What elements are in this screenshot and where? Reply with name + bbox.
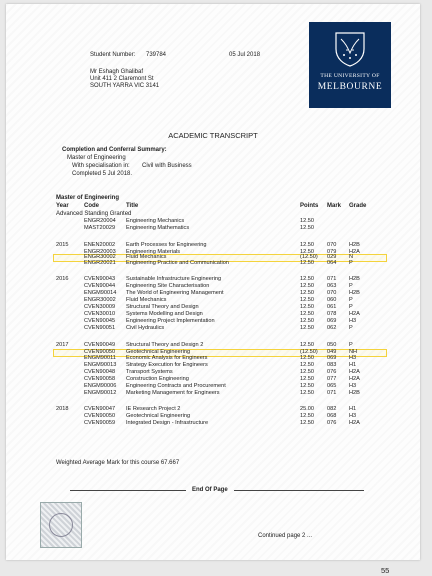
cell-code: ENGR20004 <box>84 218 116 224</box>
transcript-date: 05 Jul 2018 <box>229 52 261 58</box>
cell-points: 12.50 <box>300 276 314 282</box>
cell-title: Engineering Project Implementation <box>126 318 215 324</box>
cell-title: Earth Processes for Engineering <box>126 242 207 248</box>
cell-title: Engineering Materials <box>126 249 181 255</box>
cell-title: Geotechnical Engineering <box>126 413 191 419</box>
cell-mark: 062 <box>327 325 337 331</box>
cell-grade: H3 <box>349 355 357 361</box>
cell-mark: 060 <box>327 297 337 303</box>
cell-mark: 079 <box>327 249 337 255</box>
cell-mark: 083 <box>327 362 337 368</box>
cell-mark: 078 <box>327 311 337 317</box>
cell-points: 12.50 <box>300 325 314 331</box>
cell-grade: H2B <box>349 242 360 248</box>
cell-title: Fluid Mechanics <box>126 297 167 303</box>
divider-right <box>234 490 364 491</box>
cell-mark: 076 <box>327 369 337 375</box>
cell-grade: H3 <box>349 383 357 389</box>
summary-heading: Completion and Conferral Summary: <box>62 147 167 153</box>
continued-text: Continued page 2 ... <box>258 533 313 539</box>
cell-title: Structural Theory and Design 2 <box>126 342 204 348</box>
divider-left <box>70 490 186 491</box>
cell-code: CVEN90050 <box>84 349 116 355</box>
cell-code: CVEN90047 <box>84 406 116 412</box>
cell-code: ENGM90012 <box>84 390 117 396</box>
cell-title: IE Research Project 2 <box>126 406 181 412</box>
cell-points: 12.50 <box>300 304 314 310</box>
cell-title: Systems Modelling and Design <box>126 311 203 317</box>
cell-grade: H2A <box>349 420 360 426</box>
cell-points: 12.50 <box>300 249 314 255</box>
summary-degree: Master of Engineering <box>67 155 126 161</box>
cell-grade: N <box>349 254 354 260</box>
cell-grade: H3 <box>349 318 357 324</box>
cell-title: Engineering Contracts and Procurement <box>126 383 226 389</box>
cell-points: 12.50 <box>300 369 314 375</box>
address-line-2: Unit 411 2 Claremont St <box>90 76 154 82</box>
cell-year: 2016 <box>56 276 69 282</box>
cell-year: 2015 <box>56 242 69 248</box>
cell-code: MAST20029 <box>84 225 116 231</box>
cell-code: ENGR30002 <box>84 297 116 303</box>
cell-title: Marketing Management for Engineers <box>126 390 220 396</box>
cell-grade: P <box>349 325 353 331</box>
cell-code: CVEN90059 <box>84 420 116 426</box>
cell-mark: 071 <box>327 276 337 282</box>
cell-title: Engineering Mathematics <box>126 225 190 231</box>
cell-points: 12.50 <box>300 260 314 266</box>
advanced-standing-label: Advanced Standing Granted <box>56 211 132 217</box>
cell-code: ENGR20003 <box>84 249 116 255</box>
cell-points: 12.50 <box>300 318 314 324</box>
cell-code: ENEN20002 <box>84 242 116 248</box>
program-name: Master of Engineering <box>56 195 120 201</box>
cell-grade: H2A <box>349 311 360 317</box>
col-mark: Mark <box>327 203 342 209</box>
student-number-label: Student Number: <box>90 52 136 58</box>
cell-code: CVEN90045 <box>84 318 116 324</box>
cell-grade: H2A <box>349 376 360 382</box>
summary-completed: Completed 5 Jul 2018. <box>72 171 133 177</box>
cell-code: CVEN30010 <box>84 311 116 317</box>
cell-points: 12.50 <box>300 355 314 361</box>
cell-code: CVEN90048 <box>84 369 116 375</box>
cell-title: Engineering Practice and Communication <box>126 260 229 266</box>
cell-title: Sustainable Infrastructure Engineering <box>126 276 222 282</box>
cell-mark: 061 <box>327 304 337 310</box>
cell-title: Structural Theory and Design <box>126 304 199 310</box>
cell-mark: 076 <box>327 420 337 426</box>
cell-mark: 050 <box>327 342 337 348</box>
page-number: 55 <box>381 566 390 575</box>
cell-mark: 068 <box>327 413 337 419</box>
cell-points: 12.50 <box>300 311 314 317</box>
cell-title: Engineering Mechanics <box>126 218 185 224</box>
cell-code: ENGM90013 <box>84 362 117 368</box>
cell-grade: H2B <box>349 390 360 396</box>
cell-points: 12.50 <box>300 218 314 224</box>
cell-title: Fluid Mechanics <box>126 254 167 260</box>
cell-grade: H2A <box>349 369 360 375</box>
cell-code: CVEN30009 <box>84 304 116 310</box>
cell-code: ENGM90011 <box>84 355 116 361</box>
cell-points: 12.50 <box>300 242 314 248</box>
cell-points: 12.50 <box>300 390 314 396</box>
cell-grade: H1 <box>349 406 357 412</box>
cell-mark: 069 <box>327 355 337 361</box>
cell-title: Strategy Execution for Engineers <box>126 362 208 368</box>
cell-grade: P <box>349 283 353 289</box>
cell-mark: 064 <box>327 260 337 266</box>
cell-mark: 082 <box>327 406 337 412</box>
address-line-3: SOUTH YARRA VIC 3141 <box>90 83 160 89</box>
cell-title: Engineering Site Characterisation <box>126 283 210 289</box>
page-title: ACADEMIC TRANSCRIPT <box>168 131 258 140</box>
cell-code: CVEN90044 <box>84 283 116 289</box>
cell-points: (12.50) <box>300 349 318 355</box>
cell-mark: 070 <box>327 242 337 248</box>
col-points: Points <box>300 203 319 209</box>
cell-mark: 029 <box>327 254 337 260</box>
end-of-page: End Of Page <box>192 487 228 493</box>
summary-specialisation-label: With specialisation in: <box>72 163 130 169</box>
cell-title: Civil Hydraulics <box>126 325 165 331</box>
cell-points: 12.50 <box>300 383 314 389</box>
cell-code: CVEN90049 <box>84 342 116 348</box>
cell-grade: H2B <box>349 276 360 282</box>
cell-points: 12.50 <box>300 376 314 382</box>
logo-line-2: MELBOURNE <box>317 82 383 92</box>
cell-grade: P <box>349 297 353 303</box>
cell-grade: NH <box>349 349 358 355</box>
summary-specialisation: Civil with Business <box>142 163 192 169</box>
cell-code: ENGR30002 <box>84 254 116 260</box>
cell-year: 2018 <box>56 406 69 412</box>
cell-mark: 077 <box>327 376 337 382</box>
cell-code: ENGR20021 <box>84 260 116 266</box>
cell-points: 12.50 <box>300 225 314 231</box>
cell-title: Integrated Design - Infrastructure <box>126 420 209 426</box>
cell-points: 12.50 <box>300 297 314 303</box>
col-year: Year <box>56 203 69 209</box>
cell-grade: H3 <box>349 413 357 419</box>
transcript-page <box>6 4 420 560</box>
cell-title: The World of Engineering Management <box>126 290 224 296</box>
cell-title: Economic Analysis for Engineers <box>126 355 208 361</box>
wam-text: Weighted Average Mark for this course 67.667 <box>56 460 180 466</box>
cell-year: 2017 <box>56 342 69 348</box>
cell-mark: 071 <box>327 390 337 396</box>
cell-title: Construction Engineering <box>126 376 189 382</box>
cell-points: 12.50 <box>300 283 314 289</box>
security-hologram <box>40 502 82 548</box>
cell-code: ENGM90006 <box>84 383 117 389</box>
cell-mark: 065 <box>327 383 337 389</box>
cell-code: CVEN90058 <box>84 376 116 382</box>
logo-line-1: THE UNIVERSITY OF <box>320 73 380 79</box>
cell-grade: H2B <box>349 290 360 296</box>
cell-code: CVEN90043 <box>84 276 116 282</box>
university-logo <box>309 22 391 108</box>
cell-code: CVEN90051 <box>84 325 116 331</box>
cell-mark: 070 <box>327 290 337 296</box>
col-grade: Grade <box>349 203 367 209</box>
col-code: Code <box>84 203 99 209</box>
cell-points: 12.50 <box>300 342 314 348</box>
student-number: 739784 <box>146 52 167 58</box>
cell-code: CVEN90050 <box>84 413 116 419</box>
cell-mark: 049 <box>327 349 337 355</box>
cell-title: Transport Systems <box>126 369 173 375</box>
cell-title: Geotechnical Engineering <box>126 349 191 355</box>
col-title: Title <box>126 203 139 209</box>
cell-points: 12.50 <box>300 413 314 419</box>
cell-grade: H2A <box>349 249 360 255</box>
cell-grade: P <box>349 342 353 348</box>
cell-points: 12.50 <box>300 420 314 426</box>
cell-grade: P <box>349 260 353 266</box>
cell-points: 25.00 <box>300 406 314 412</box>
crest-icon <box>334 31 366 67</box>
cell-points: (12.50) <box>300 254 318 260</box>
cell-mark: 063 <box>327 283 337 289</box>
cell-points: 12.50 <box>300 290 314 296</box>
cell-grade: P <box>349 304 353 310</box>
cell-points: 12.50 <box>300 362 314 368</box>
cell-mark: 069 <box>327 318 337 324</box>
cell-grade: H1 <box>349 362 357 368</box>
address-line-1: Mr Eshagh Ghalibaf <box>90 69 144 75</box>
cell-code: ENGM90014 <box>84 290 117 296</box>
